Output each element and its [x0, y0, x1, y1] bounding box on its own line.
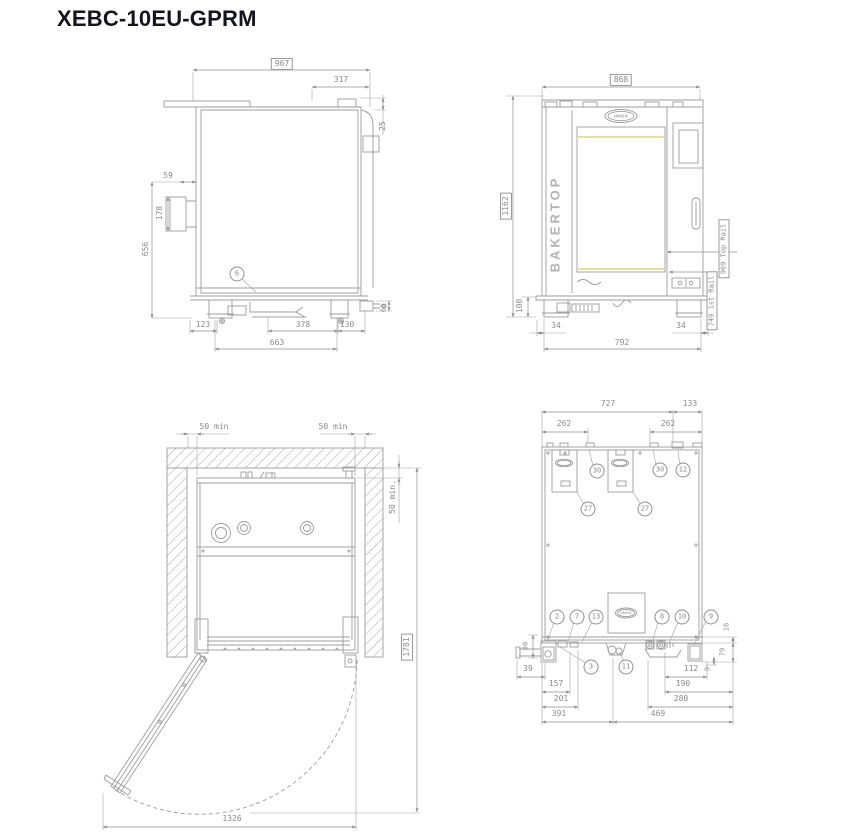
dim-plan-clearance-right: 50 min	[318, 422, 348, 431]
wall-left	[167, 468, 187, 657]
callout-6: 6	[230, 267, 245, 282]
callout-2: 2	[550, 610, 565, 625]
bottom-view-leader-lines	[517, 410, 737, 725]
dim-plan-clearance-left: 50 min	[199, 422, 229, 431]
unox-logo-front: UNOX	[613, 113, 629, 119]
dim-bottom-79: 79	[718, 647, 727, 657]
dim-front-foot-span: 792	[614, 338, 630, 347]
wall-right	[365, 468, 383, 657]
dim-front-foot-inset-left: 34	[551, 321, 561, 330]
dim-side-vent-height: 25	[378, 121, 387, 131]
dim-side-vent-offset: 317	[333, 75, 349, 84]
dim-front-base-height: 100	[515, 298, 524, 314]
callout-30-right: 30	[653, 463, 668, 478]
callout-12: 12	[676, 463, 691, 478]
callout-7: 7	[570, 610, 585, 625]
dim-bottom-190: 190	[675, 679, 691, 688]
dim-bottom-201: 201	[553, 694, 569, 703]
callout-8: 8	[655, 610, 670, 625]
dim-bottom-burner-right-offset: 262	[660, 419, 676, 428]
dim-side-handle-height: 178	[155, 205, 164, 221]
dim-bottom-157: 157	[548, 679, 564, 688]
dim-front-first-rail: 749 1st Rail	[707, 272, 718, 331]
side-view-dimension-lines	[152, 70, 389, 349]
dim-side-overall-depth: 967	[271, 58, 293, 70]
dim-bottom-burner-left-offset: 262	[556, 419, 572, 428]
callout-27-left: 27	[581, 502, 596, 517]
dim-bottom-16: 16	[722, 622, 731, 632]
dim-bottom-drain-width: 39	[523, 664, 533, 673]
callout-30-left: 30	[590, 464, 605, 479]
dim-bottom-80: 80	[521, 641, 530, 651]
dim-plan-width-door-open: 1326	[222, 814, 242, 823]
dim-front-overall-width: 868	[610, 74, 632, 86]
plan-view-geometry	[104, 467, 358, 814]
door-brand-text: BAKERTOP	[547, 175, 563, 273]
wall-back	[167, 448, 383, 468]
bottom-view-geometry	[516, 442, 702, 662]
dim-front-overall-height: 1162	[500, 192, 512, 219]
callout-3: 3	[584, 660, 599, 675]
dim-bottom-280: 280	[673, 694, 689, 703]
dim-bottom-9: 9	[703, 666, 712, 672]
dim-side-base-mid: 378	[295, 320, 311, 329]
dim-side-cable-height: 60	[379, 303, 388, 313]
dim-front-top-rail: 969 Top Rail	[719, 220, 730, 279]
callout-9: 9	[704, 610, 719, 625]
dim-side-base-total: 663	[269, 338, 285, 347]
side-view-extension-lines	[152, 72, 392, 352]
dim-plan-depth-door-open: 1781	[401, 633, 413, 660]
page-title: XEBC-10EU-GPRM	[57, 6, 257, 31]
callout-13: 13	[589, 610, 604, 625]
dim-side-base-front: 123	[195, 320, 211, 329]
dim-bottom-width-to-flue: 727	[600, 399, 616, 408]
dim-front-foot-inset-right: 34	[676, 321, 686, 330]
dim-bottom-469: 469	[650, 709, 666, 718]
dim-plan-clearance-back: 50 min.	[388, 480, 397, 514]
dim-bottom-112: 112	[683, 664, 699, 673]
callout-11: 11	[619, 660, 634, 675]
dim-bottom-flue-to-edge: 133	[682, 399, 698, 408]
dim-side-base-rear: 130	[339, 320, 355, 329]
unox-logo-bottom: UNOX	[620, 611, 632, 615]
bottom-view-dimension-lines	[517, 412, 733, 722]
dim-side-front-height: 656	[141, 241, 150, 257]
dim-side-handle-offset: 59	[163, 171, 173, 180]
callout-10: 10	[675, 610, 690, 625]
dim-bottom-391: 391	[551, 709, 567, 718]
callout-27-right: 27	[638, 502, 653, 517]
side-view-geometry	[164, 99, 386, 324]
